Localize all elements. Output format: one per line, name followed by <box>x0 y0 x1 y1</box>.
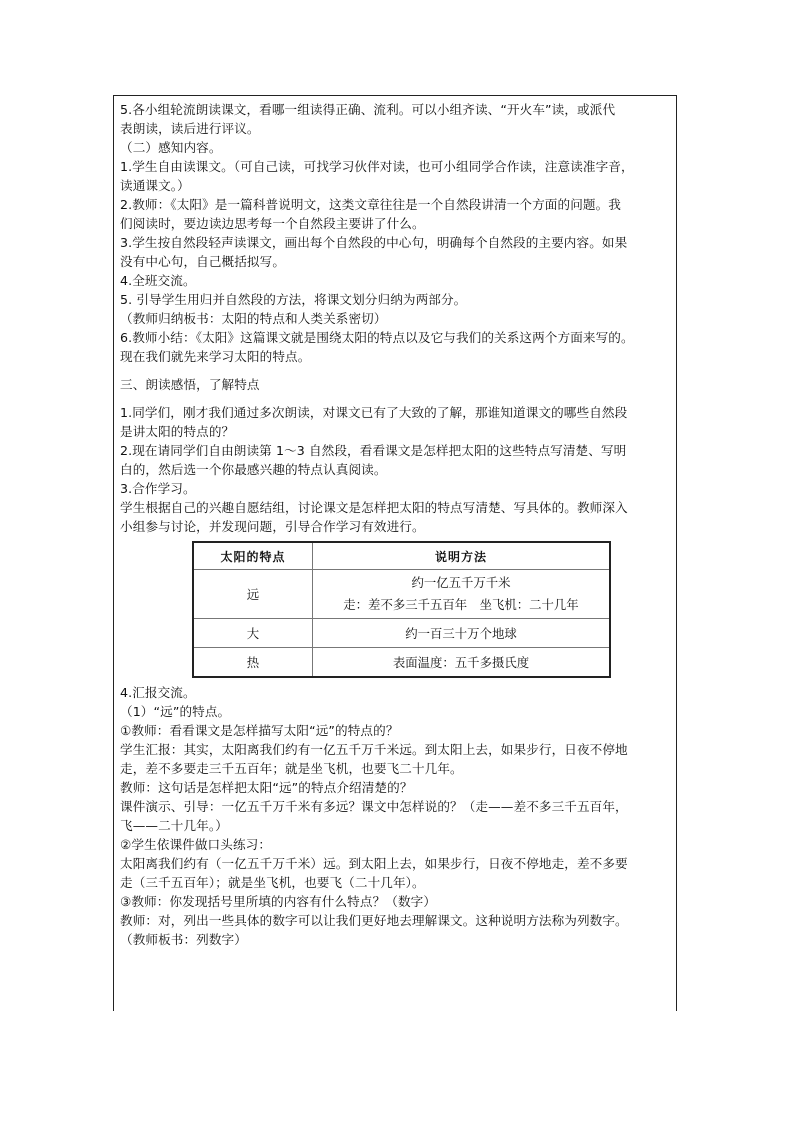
text-line: 5. 引导学生用归并自然段的方法，将课文划分归纳为两部分。 <box>120 292 467 307</box>
text-line: （1）“远”的特点。 <box>120 704 231 719</box>
text-line: 2.现在请同学们自由朗读第 1～3 自然段，看看课文是怎样把太阳的这些特点写清楚、写明 <box>120 443 627 458</box>
text-line: 1.同学们，刚才我们通过多次朗读，对课文已有了大致的了解，那谁知道课文的哪些自然段 <box>120 405 628 420</box>
text-line: （二）感知内容。 <box>120 140 222 155</box>
text-line: 2.教师：《太阳》是一篇科普说明文，这类文章往往是一个自然段讲清一个方面的问题。我 <box>120 197 621 212</box>
text-line: 3.合作学习。 <box>120 481 196 496</box>
lesson-plan-frame <box>113 95 677 1011</box>
text-line: （教师归纳板书：太阳的特点和人类关系密切） <box>120 311 387 326</box>
text-line: 走，差不多要走三千五百年；就是坐飞机，也要飞二十几年。 <box>120 761 463 776</box>
header-method: 说明方法 <box>313 542 611 570</box>
text-line: 5.各小组轮流朗读课文，看哪一组读得正确、流利。可以小组齐读、“开火车”读，或派代 <box>120 102 616 117</box>
text-line: 太阳离我们约有（一亿五千万千米）远。到太阳上去，如果步行，日夜不停地走，差不多要 <box>120 856 628 871</box>
text-line: 课件演示、引导：一亿五千万千米有多远？课文中怎样说的？（走——差不多三千五百年， <box>120 799 628 814</box>
text-line: ②学生依课件做口头练习： <box>120 837 272 852</box>
method-cell: 表面温度：五千多摄氏度 <box>313 648 611 678</box>
sun-features-table <box>192 541 611 678</box>
text-line: ①教师：看看课文是怎样描写太阳“远”的特点的？ <box>120 723 399 738</box>
text-line: 白的，然后选一个你最感兴趣的特点认真阅读。 <box>120 462 387 477</box>
text-line: 们阅读时，要边读边思考每一个自然段主要讲了什么。 <box>120 216 425 231</box>
text-line: 飞——二十几年。） <box>120 818 228 833</box>
lesson-content <box>120 100 672 949</box>
method-line: 走：差不多三千五百年 坐飞机：二十几年 <box>343 597 579 612</box>
table-row <box>193 619 610 648</box>
text-line: 是讲太阳的特点的？ <box>120 424 235 439</box>
section-three-text <box>120 403 672 536</box>
text-line: （教师板书：列数字） <box>120 932 247 947</box>
method-cell: 约一百三十万个地球 <box>313 619 611 648</box>
table-header-row <box>193 542 610 570</box>
text-line: 学生汇报：其实，太阳离我们约有一亿五千万千米远。到太阳上去，如果步行，日夜不停地 <box>120 742 628 757</box>
method-cell <box>313 570 611 619</box>
feature-cell: 大 <box>193 619 313 648</box>
section-heading: 三、朗读感悟，了解特点 <box>120 377 260 392</box>
text-line: 教师：对，列出一些具体的数字可以让我们更好地去理解课文。这种说明方法称为列数字。 <box>120 913 628 928</box>
text-line: 读通课文。） <box>120 178 190 193</box>
text-line: 学生根据自己的兴趣自愿结组，讨论课文是怎样把太阳的特点写清楚、写具体的。教师深入 <box>120 500 628 515</box>
table-row <box>193 570 610 619</box>
text-line: 没有中心句，自己概括拟写。 <box>120 254 286 269</box>
text-line: 3.学生按自然段轻声读课文，画出每个自然段的中心句，明确每个自然段的主要内容。如果 <box>120 235 628 250</box>
text-line: ③教师：你发现括号里所填的内容有什么特点？（数字） <box>120 894 437 909</box>
text-line: 4.汇报交流。 <box>120 685 196 700</box>
feature-cell: 热 <box>193 648 313 678</box>
text-line: 小组参与讨论，并发现问题，引导合作学习有效进行。 <box>120 519 425 534</box>
header-feature: 太阳的特点 <box>193 542 313 570</box>
method-line: 约一亿五千万千米 <box>411 575 511 590</box>
section-two-text <box>120 100 672 366</box>
table-row <box>193 648 610 678</box>
text-line: 走（三千五百年）；就是坐飞机，也要飞（二十几年）。 <box>120 875 425 890</box>
text-line: 教师：这句话是怎样把太阳“远”的特点介绍清楚的？ <box>120 780 413 795</box>
text-line: 6.教师小结：《太阳》这篇课文就是围绕太阳的特点以及它与我们的关系这两个方面来写的。 <box>120 330 634 345</box>
feature-cell: 远 <box>193 570 313 619</box>
text-line: 表朗读，读后进行评议。 <box>120 121 260 136</box>
text-line: 1.学生自由读课文。（可自己读，可找学习伙伴对读，也可小组同学合作读，注意读准字音， <box>120 159 634 174</box>
report-exchange-text <box>120 683 672 949</box>
text-line: 4.全班交流。 <box>120 273 196 288</box>
text-line: 现在我们就先来学习太阳的特点。 <box>120 349 311 364</box>
